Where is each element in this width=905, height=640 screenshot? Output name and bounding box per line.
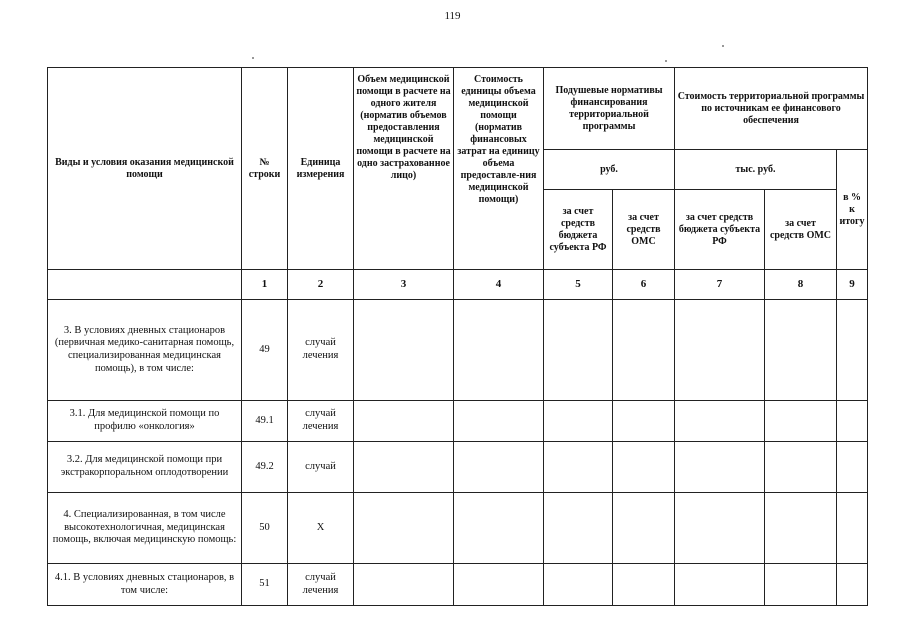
column-number: 7 <box>675 270 765 300</box>
row-cell <box>354 493 454 564</box>
table-row <box>48 300 868 401</box>
page-number: 119 <box>444 10 461 22</box>
row-cell <box>544 442 613 493</box>
column-number: 8 <box>765 270 837 300</box>
row-number: 49.1 <box>242 401 288 442</box>
row-cell <box>675 401 765 442</box>
row-cell <box>613 493 675 564</box>
row-name: 3.1. Для медицинской помощи по профилю «онкология» <box>48 401 242 442</box>
column-number-row <box>48 270 868 300</box>
row-name: 3. В условиях дневных стационаров (первичная медико-санитарная помощь, специализированная медицинская помощь), в том числе: <box>48 300 242 401</box>
row-cell <box>837 401 868 442</box>
column-number: 4 <box>454 270 544 300</box>
header-percent-of-total: в % к итогу <box>837 150 868 270</box>
scan-speck <box>722 45 724 47</box>
row-cell <box>354 300 454 401</box>
row-cell <box>454 300 544 401</box>
column-number: 5 <box>544 270 613 300</box>
row-cell <box>613 401 675 442</box>
row-cell <box>837 493 868 564</box>
row-cell <box>837 300 868 401</box>
header-budget-thousand: за счет средств бюджета субъекта РФ <box>675 190 765 270</box>
header-thousand-rub: тыс. руб. <box>675 150 837 190</box>
row-cell <box>675 442 765 493</box>
row-cell <box>354 442 454 493</box>
scan-speck <box>665 60 667 62</box>
table-row <box>48 493 868 564</box>
header-unit: Единица измерения <box>288 68 354 270</box>
row-cell <box>544 564 613 606</box>
row-cell <box>675 493 765 564</box>
row-cell <box>454 564 544 606</box>
header-unit-cost: Стоимость единицы объема медицинской помощи (норматив финансовых затрат на единицу объема предоставле-ния медицинской помощи) <box>454 68 544 270</box>
column-number: 3 <box>354 270 454 300</box>
row-name: 4.1. В условиях дневных стационаров, в том числе: <box>48 564 242 606</box>
row-cell <box>765 401 837 442</box>
table-row <box>48 442 868 493</box>
row-number: 49.2 <box>242 442 288 493</box>
column-number: 6 <box>613 270 675 300</box>
row-cell <box>354 564 454 606</box>
column-number: 1 <box>242 270 288 300</box>
row-cell <box>454 493 544 564</box>
financing-table <box>47 67 868 606</box>
row-cell <box>544 493 613 564</box>
row-cell <box>454 442 544 493</box>
header-row-number: № строки <box>242 68 288 270</box>
header-oms-thousand: за счет средств ОМС <box>765 190 837 270</box>
header-name: Виды и условия оказания медицинской помощи <box>48 68 242 270</box>
header-volume: Объем медицинской помощи в расчете на одного жителя (норматив объемов предоставления медицинской помощи в расчете на одно застрахованное лицо) <box>354 68 454 270</box>
row-cell <box>837 564 868 606</box>
row-cell <box>544 401 613 442</box>
row-cell <box>613 564 675 606</box>
table-row <box>48 564 868 606</box>
row-cell <box>675 300 765 401</box>
row-cell <box>454 401 544 442</box>
header-program-cost-group: Стоимость территориальной программы по источникам ее финансового обеспечения <box>675 68 868 150</box>
row-cell <box>354 401 454 442</box>
row-unit: случай лечения <box>288 300 354 401</box>
row-cell <box>544 300 613 401</box>
row-cell <box>765 493 837 564</box>
header-rub: руб. <box>544 150 675 190</box>
row-cell <box>675 564 765 606</box>
column-number: 2 <box>288 270 354 300</box>
scan-speck <box>252 57 254 59</box>
header-oms-rub: за счет средств ОМС <box>613 190 675 270</box>
row-number: 49 <box>242 300 288 401</box>
row-cell <box>613 300 675 401</box>
row-unit: случай <box>288 442 354 493</box>
header-per-capita-group: Подушевые нормативы финансирования территориальной программы <box>544 68 675 150</box>
column-number-blank <box>48 270 242 300</box>
row-number: 50 <box>242 493 288 564</box>
header-budget-rub: за счет средств бюджета субъекта РФ <box>544 190 613 270</box>
row-number: 51 <box>242 564 288 606</box>
row-cell <box>613 442 675 493</box>
row-unit: случай лечения <box>288 401 354 442</box>
row-unit: Х <box>288 493 354 564</box>
row-cell <box>765 564 837 606</box>
row-unit: случай лечения <box>288 564 354 606</box>
column-number: 9 <box>837 270 868 300</box>
table-row <box>48 401 868 442</box>
row-cell <box>837 442 868 493</box>
row-name: 3.2. Для медицинской помощи при экстракорпоральном оплодотворении <box>48 442 242 493</box>
row-name: 4. Специализированная, в том числе высокотехнологичная, медицинская помощь, включая медицинскую помощь: <box>48 493 242 564</box>
row-cell <box>765 300 837 401</box>
row-cell <box>765 442 837 493</box>
